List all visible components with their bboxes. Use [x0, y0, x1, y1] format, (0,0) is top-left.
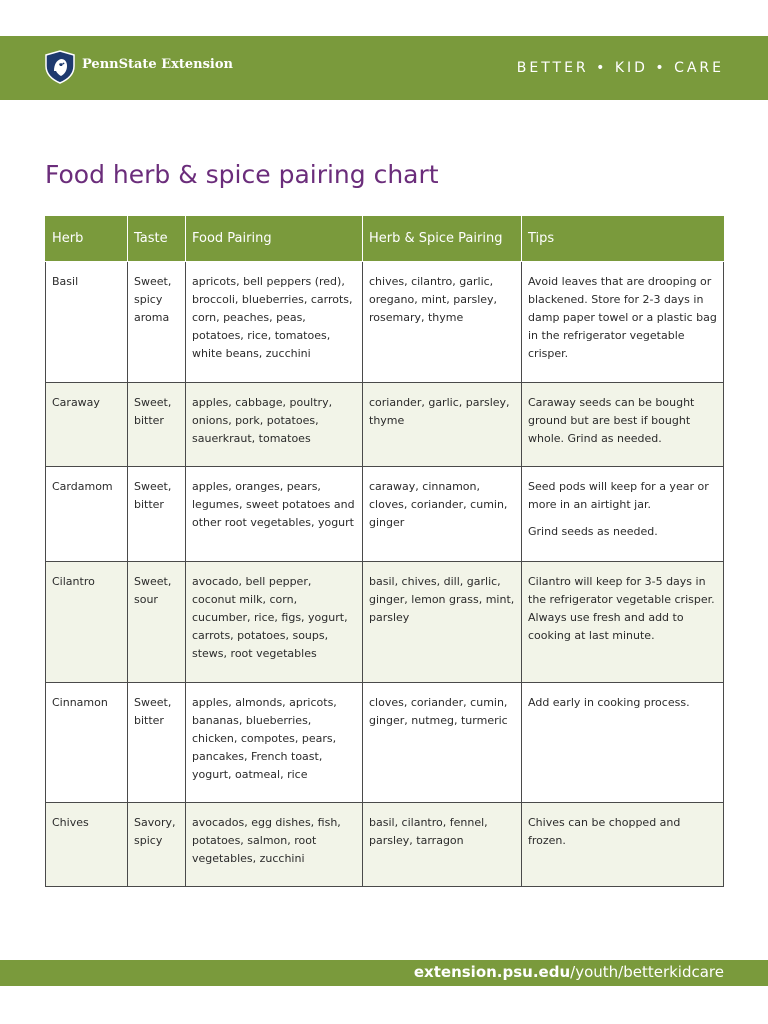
tips-cell [522, 803, 724, 887]
column-header-herb-spice-pairing: Herb & Spice Pairing [363, 217, 522, 262]
footer-url-domain: extension.psu.edu [413, 963, 571, 981]
taste-cell: Savory, spicy [128, 803, 186, 887]
herb-spice-pairing-cell: chives, cilantro, garlic, oregano, mint, parsley, rosemary, thyme [363, 262, 522, 383]
nittany-lion-shield-icon [44, 50, 76, 84]
tips-cell [522, 562, 724, 683]
tips-cell [522, 383, 724, 467]
herb-cell: Caraway [46, 383, 128, 467]
food-pairing-cell: apricots, bell peppers (red), broccoli, blueberries, carrots, corn, peaches, peas, potatoes, rice, tomatoes, white beans, zucchini [186, 262, 363, 383]
pairing-table [45, 216, 724, 887]
herb-spice-pairing-cell: coriander, garlic, parsley, thyme [363, 383, 522, 467]
table-row [46, 262, 724, 383]
column-header-taste: Taste [128, 217, 186, 262]
tip-text: Grind seeds as needed. [528, 525, 658, 538]
taste-cell: Sweet, bitter [128, 383, 186, 467]
herb-spice-pairing-cell: basil, chives, dill, garlic, ginger, lemon grass, mint, parsley [363, 562, 522, 683]
table-row [46, 562, 724, 683]
food-pairing-cell: avocado, bell pepper, coconut milk, corn, cucumber, rice, figs, yogurt, carrots, potatoes, soups, stews, root vegetables [186, 562, 363, 683]
footer-url-path: /youth/betterkidcare [570, 963, 724, 981]
table-row [46, 383, 724, 467]
herb-spice-pairing-cell: caraway, cinnamon, cloves, coriander, cumin, ginger [363, 467, 522, 562]
program-name: BETTER • KID • CARE [516, 60, 724, 76]
column-header-herb: Herb [46, 217, 128, 262]
table-row [46, 467, 724, 562]
tips-cell [522, 262, 724, 383]
table-row [46, 683, 724, 803]
table-header-row [46, 217, 724, 262]
taste-cell: Sweet, spicy aroma [128, 262, 186, 383]
page-title: Food herb & spice pairing chart [45, 160, 439, 189]
column-header-food-pairing: Food Pairing [186, 217, 363, 262]
penn-state-extension-logo[interactable] [44, 50, 233, 84]
table-row [46, 803, 724, 887]
tip-text: Add early in cooking process. [528, 696, 690, 709]
herb-cell: Cilantro [46, 562, 128, 683]
tips-cell [522, 683, 724, 803]
tip-text: Seed pods will keep for a year or more in an airtight jar. [528, 480, 709, 511]
taste-cell: Sweet, sour [128, 562, 186, 683]
food-pairing-cell: avocados, egg dishes, fish, potatoes, salmon, root vegetables, zucchini [186, 803, 363, 887]
column-header-tips: Tips [522, 217, 724, 262]
header-bar [0, 36, 768, 100]
tips-cell [522, 467, 724, 562]
herb-cell: Basil [46, 262, 128, 383]
tip-text: Avoid leaves that are drooping or blackened. Store for 2-3 days in damp paper towel or a plastic bag in the refrigerator vegetable crisper. [528, 275, 717, 360]
herb-cell: Chives [46, 803, 128, 887]
herb-cell: Cinnamon [46, 683, 128, 803]
herb-spice-pairing-cell: basil, cilantro, fennel, parsley, tarragon [363, 803, 522, 887]
food-pairing-cell: apples, oranges, pears, legumes, sweet potatoes and other root vegetables, yogurt [186, 467, 363, 562]
tip-text: Caraway seeds can be bought ground but are best if bought whole. Grind as needed. [528, 396, 695, 445]
food-pairing-cell: apples, cabbage, poultry, onions, pork, potatoes, sauerkraut, tomatoes [186, 383, 363, 467]
herb-cell: Cardamom [46, 467, 128, 562]
taste-cell: Sweet, bitter [128, 467, 186, 562]
footer-url-link[interactable] [414, 963, 724, 981]
org-name: PennState Extension [82, 56, 233, 72]
footer-bar [0, 960, 768, 986]
taste-cell: Sweet, bitter [128, 683, 186, 803]
tip-text: Cilantro will keep for 3-5 days in the refrigerator vegetable crisper. Always use fresh and add to cooking at last minute. [528, 575, 715, 642]
tip-text: Chives can be chopped and frozen. [528, 816, 681, 847]
food-pairing-cell: apples, almonds, apricots, bananas, blueberries, chicken, compotes, pears, pancakes, French toast, yogurt, oatmeal, rice [186, 683, 363, 803]
herb-spice-pairing-cell: cloves, coriander, cumin, ginger, nutmeg, turmeric [363, 683, 522, 803]
